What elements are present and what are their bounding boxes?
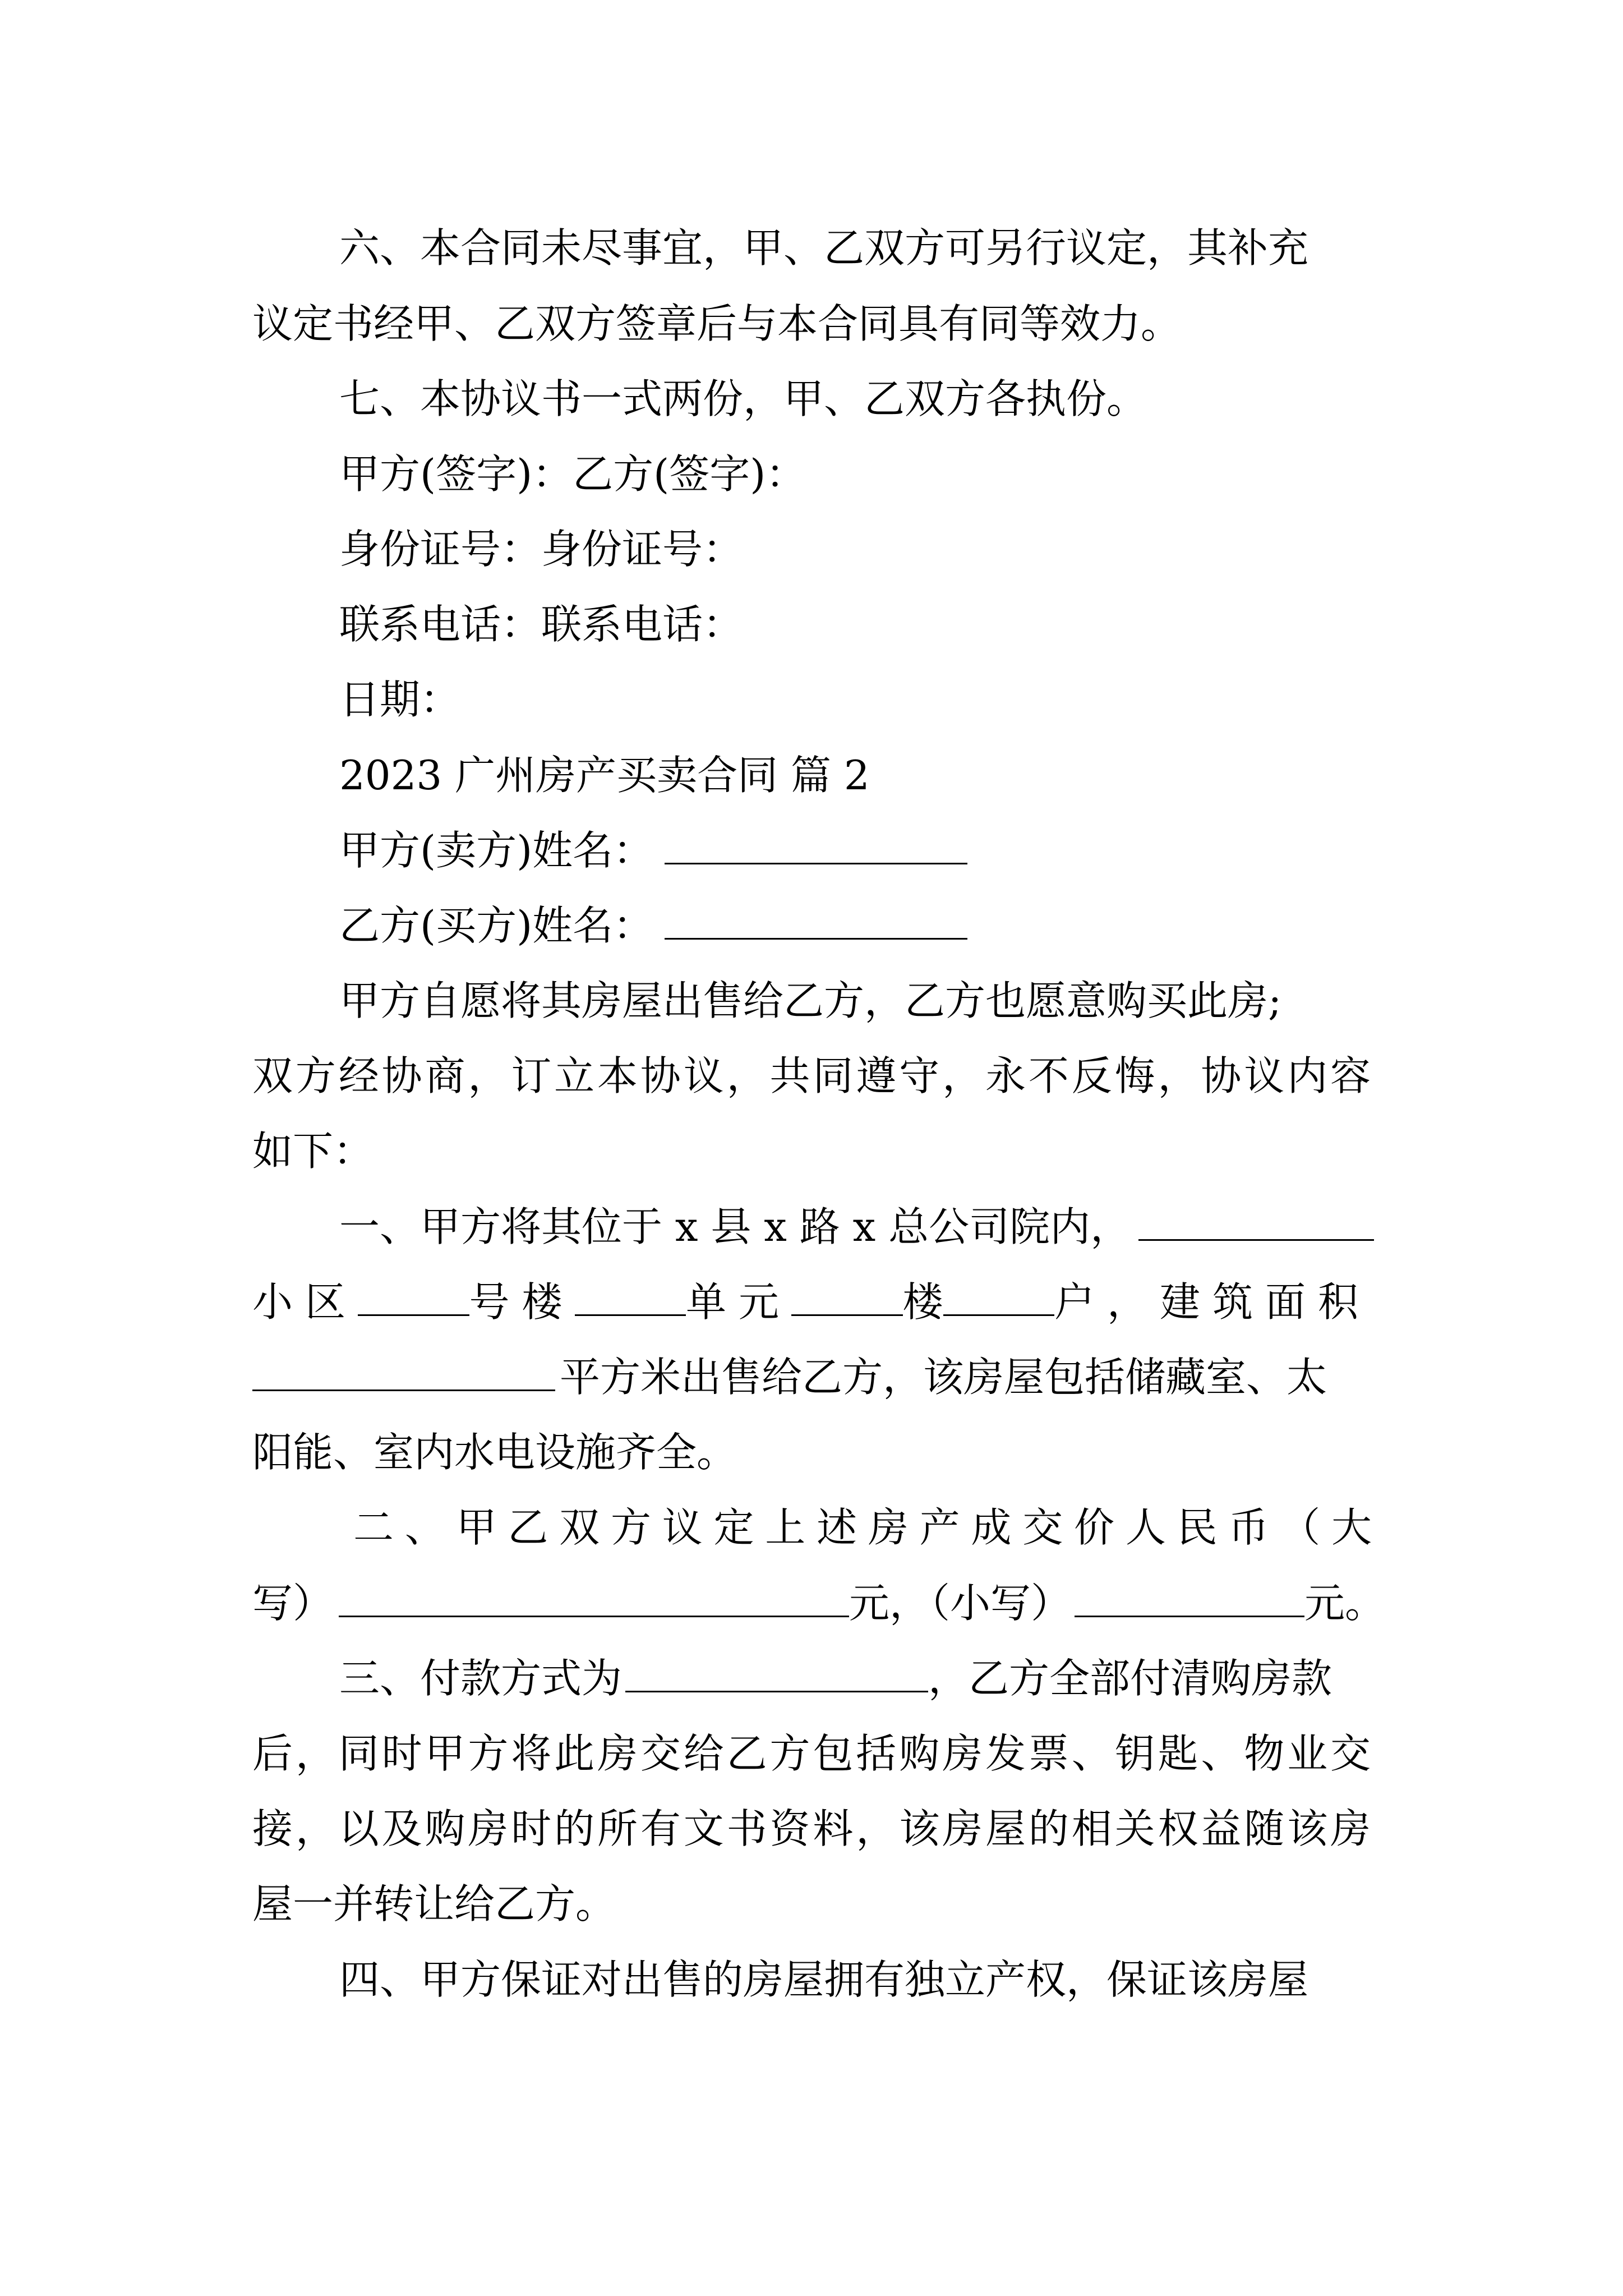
seller-name-blank	[665, 828, 967, 864]
intro-line-1: 甲方自愿将其房屋出售给乙方，乙方也愿意购买此房;	[339, 977, 1282, 1024]
seller-name-label: 甲方(卖方)姓名：	[339, 827, 654, 874]
price-uppercase-label: 写）	[252, 1580, 334, 1627]
complex-blank	[1138, 1204, 1374, 1241]
unit-blank	[575, 1280, 686, 1316]
payment-method-blank	[625, 1656, 928, 1692]
clause-2-line-1: 二、甲乙双方议定上述房产成交价人民币（大	[353, 1504, 1372, 1551]
paragraph-6-line-2: 议定书经甲、乙双方签章后与本合同具有同等效力。	[252, 300, 1182, 347]
price-lowercase-label: 元，（小写）	[849, 1580, 1072, 1627]
buyer-name-label: 乙方(买方)姓名：	[339, 902, 654, 949]
buyer-name-line	[339, 898, 967, 954]
paragraph-7: 七、本协议书一式两份，甲、乙双方各执份。	[339, 375, 1147, 422]
clause-2-line-2	[252, 1575, 1385, 1631]
seller-name-line	[339, 822, 967, 878]
phone-line: 联系电话：联系电话：	[339, 601, 744, 648]
clause-1-text: 一、甲方将其位于 x 县 x 路 x 总公司院内，	[339, 1203, 1131, 1250]
floor-label: 楼	[902, 1278, 943, 1326]
clause-3-line-4: 屋一并转让给乙方。	[252, 1880, 616, 1927]
complex-label: 小区	[252, 1278, 358, 1326]
clause-1-line-1	[339, 1199, 1374, 1255]
paragraph-6-line-1: 六、本合同未尽事宜，甲、乙双方可另行议定，其补充	[339, 224, 1309, 272]
date-line: 日期：	[339, 676, 461, 723]
id-number-line: 身份证号：身份证号：	[339, 526, 744, 573]
clause-4-line-1: 四、甲方保证对出售的房屋拥有独立产权，保证该房屋	[339, 1956, 1309, 2003]
payment-method-label: 三、付款方式为	[339, 1655, 623, 1702]
clause-1-line-3-text: 平方米出售给乙方，该房屋包括储藏室、太	[560, 1354, 1327, 1401]
room-blank	[943, 1280, 1054, 1316]
building-label: 号楼	[469, 1278, 575, 1326]
clause-3-line-1	[339, 1650, 1332, 1706]
room-area-label: 户，建筑面积	[1054, 1278, 1371, 1326]
price-lowercase-blank	[1075, 1581, 1304, 1617]
clause-1-line-2	[252, 1274, 1371, 1330]
clause-1-line-4: 阳能、室内水电设施齐全。	[252, 1429, 737, 1476]
building-blank	[358, 1280, 469, 1316]
unit-label: 单元	[686, 1278, 792, 1326]
clause-3-line-3: 接，以及购房时的所有文书资料，该房屋的相关权益随该房	[252, 1805, 1371, 1852]
clause-3-line-1-tail: ，乙方全部付清购房款	[928, 1655, 1332, 1702]
yuan-end-label: 元。	[1304, 1580, 1386, 1627]
floor-blank	[791, 1280, 902, 1316]
signature-line: 甲方(签字)：乙方(签字)：	[339, 450, 806, 498]
intro-line-2: 双方经协商，订立本协议，共同遵守，永不反悔，协议内容	[252, 1052, 1371, 1099]
area-blank	[252, 1355, 555, 1391]
buyer-name-blank	[665, 903, 967, 940]
intro-line-3: 如下：	[252, 1128, 374, 1175]
clause-3-line-2: 后，同时甲方将此房交给乙方包括购房发票、钥匙、物业交	[252, 1730, 1371, 1777]
price-uppercase-blank	[339, 1581, 849, 1617]
clause-1-line-3	[252, 1349, 1327, 1405]
section-title: 2023 广州房产买卖合同 篇 2	[339, 752, 870, 799]
